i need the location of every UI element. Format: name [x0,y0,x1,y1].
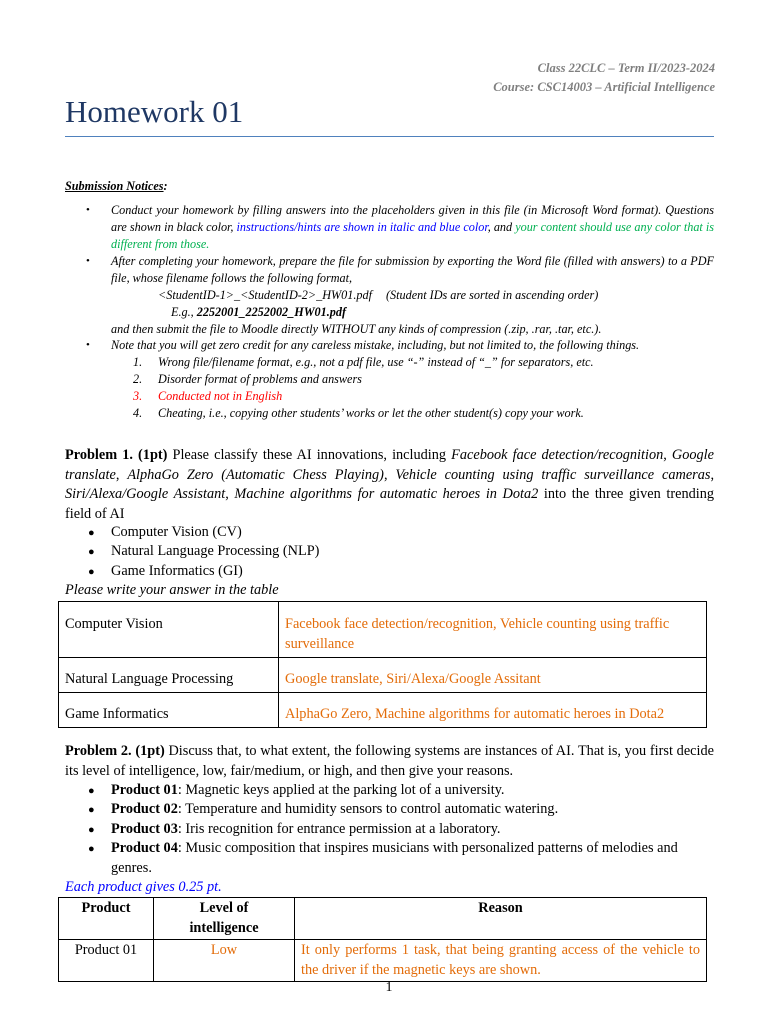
answer-cell[interactable]: Facebook face detection/recognition, Vehicle counting using traffic surveillance [279,602,707,658]
bullet-dot: ● [88,785,95,797]
course-line: Course: CSC14003 – Artificial Intelligence [493,80,715,94]
table-row [59,940,707,982]
problem-1-instruction: Please write your answer in the table [65,582,279,598]
product-item-4: Product 04: Music composition that inspires musicians with personalized patterns of melodies and genres. [111,840,678,876]
page-title: Homework 01 [65,94,244,129]
mistake-item-2: 2. Disorder format of problems and answers [133,372,362,386]
bullet-dot: ● [88,843,95,855]
bullet-dot: ● [88,804,95,816]
bullet-dot: ● [88,527,95,539]
header-level: Level of intelligence [154,898,295,940]
field-item-nlp: Natural Language Processing (NLP) [111,543,320,559]
product-item-2: Product 02: Temperature and humidity sensors to control automatic watering. [111,801,559,817]
level-cell[interactable]: Low [154,940,295,982]
submit-instruction: and then submit the file to Moodle directly WITHOUT any kinds of compression (.zip, .rar, .tar, etc.). [111,322,602,336]
mistake-item-1: 1. Wrong file/filename format, e.g., not a pdf file, use “-” instead of “_” for separators, etc. [133,355,594,369]
field-cell: Game Informatics [59,693,279,728]
mistake-item-3: 3. Conducted not in English [133,389,283,403]
field-cell: Computer Vision [59,602,279,658]
field-item-gi: Game Informatics (GI) [111,563,243,579]
field-cell: Natural Language Processing [59,658,279,693]
table-row [59,658,707,693]
problem-2-answer-table [58,897,707,982]
bullet-dot: • [86,204,90,216]
problem-1-statement: Problem 1. (1pt) Please classify these AI innovations, including Facebook face detection/recognition, Google translate, AlphaGo Zero (Automatic Chess Playing), Vehicle counting using traffic surveillance cameras, Siri/Alexa/Google Assistant, Machine algorithms for automatic heroes in Dota2 into the three given trending field of AI [65,447,715,522]
problem-1-answer-table [58,601,707,728]
bullet-dot: ● [88,824,95,836]
product-item-1: Product 01: Magnetic keys applied at the parking lot of a university. [111,782,505,798]
table-header-row [59,898,707,940]
bullet-dot: • [86,339,90,351]
reason-cell[interactable]: It only performs 1 task, that being granting access of the vehicle to the driver if the magnetic keys are shown. [295,940,707,982]
table-row [59,693,707,728]
problem-2-statement: Problem 2. (1pt) Discuss that, to what extent, the following systems are instances of AI. That is, you first decide its level of intelligence, low, fair/medium, or high, and then give your reasons. [65,743,714,779]
notices-heading: Submission Notices: [65,179,168,193]
mistake-item-4: 4. Cheating, i.e., copying other students’ works or let the other student(s) copy your work. [133,406,584,420]
table-row [59,602,707,658]
page-number: 1 [385,980,393,995]
field-item-cv: Computer Vision (CV) [111,524,242,540]
notice-item-2: After completing your homework, prepare the file for submission by exporting the Word file (filled with answers) to a PDF file, whose filename follows the following format, [111,254,714,285]
product-item-3: Product 03: Iris recognition for entrance permission at a laboratory. [111,821,501,837]
bullet-dot: ● [88,546,95,558]
answer-cell[interactable]: Google translate, Siri/Alexa/Google Assitant [279,658,707,693]
answer-cell[interactable]: AlphaGo Zero, Machine algorithms for automatic heroes in Dota2 [279,693,707,728]
header-product: Product [59,898,154,940]
title-rule [65,136,714,137]
notice-item-3: Note that you will get zero credit for any careless mistake, including, but not limited to, the following things. [111,338,640,352]
product-cell: Product 01 [59,940,154,982]
filename-example: E.g., 2252001_2252002_HW01.pdf [171,305,347,319]
notice-item-1: Conduct your homework by filling answers into the placeholders given in this file (in Microsoft Word format). Questions are shown in black color, instructions/hints are shown in italic and blue color, and your content should use any color that is different from those. [111,203,714,251]
header-reason: Reason [295,898,707,940]
filename-format: <StudentID-1>_<StudentID-2>_HW01.pdf (Student IDs are sorted in ascending order) [158,288,599,302]
bullet-dot: ● [88,566,95,578]
class-term-line: Class 22CLC – Term II/2023-2024 [537,61,715,75]
bullet-dot: • [86,255,90,267]
problem-2-hint: Each product gives 0.25 pt. [65,879,222,895]
